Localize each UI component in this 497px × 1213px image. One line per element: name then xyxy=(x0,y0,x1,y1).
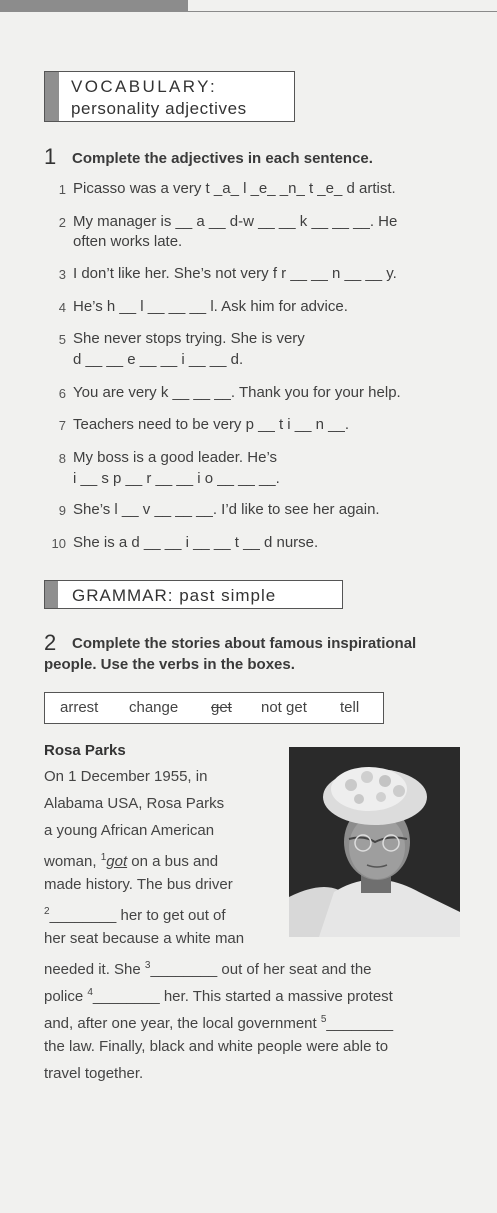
item-text: She is a d __ __ i __ __ t __ d nurse. xyxy=(73,534,319,551)
story-title: Rosa Parks xyxy=(44,742,126,759)
gap-number: 4 xyxy=(87,987,93,998)
item-number: 6 xyxy=(58,386,66,401)
item-text: She never stops trying. She is very xyxy=(73,330,305,347)
header-bar xyxy=(0,0,188,12)
item-text: My manager is __ a __ d-w __ __ k __ __ __. He xyxy=(73,213,398,230)
item-number: 2 xyxy=(58,215,66,230)
item-number: 3 xyxy=(58,267,66,282)
item-number: 5 xyxy=(58,332,66,347)
example-answer: got xyxy=(106,853,128,870)
story-text: needed it. She xyxy=(44,961,145,978)
verb-option: not get xyxy=(261,699,307,716)
story-text: her. This started a massive protest xyxy=(159,988,393,1005)
answer-blank[interactable]: ________ xyxy=(49,907,117,924)
story-line: made history. The bus driver xyxy=(44,876,233,893)
item-number: 4 xyxy=(58,300,66,315)
vocabulary-title: VOCABULARY: xyxy=(71,77,218,96)
gap-number: 3 xyxy=(144,960,151,971)
story-line: Alabama USA, Rosa Parks xyxy=(44,795,225,812)
vocabulary-heading-box xyxy=(44,71,295,122)
item-text: Teachers need to be very p __ t i __ n __. xyxy=(73,416,350,433)
grammar-title: GRAMMAR: past simple xyxy=(72,586,277,605)
item-text: He’s h __ l __ __ __ l. Ask him for advice. xyxy=(73,298,348,315)
answer-blank[interactable]: ________ xyxy=(150,961,218,978)
item-number: 10 xyxy=(51,536,66,551)
rosa-parks-photo xyxy=(289,747,460,937)
item-number: 9 xyxy=(58,503,66,518)
story-text: police xyxy=(44,988,88,1005)
exercise-2-instruction-cont: people. Use the verbs in the boxes. xyxy=(44,656,295,673)
story-line xyxy=(44,956,372,980)
story-line: a young African American xyxy=(44,822,215,839)
story-line xyxy=(44,902,226,926)
verb-option-used: get xyxy=(211,699,232,716)
item-text-cont: often works late. xyxy=(73,233,183,250)
story-text: woman, xyxy=(44,853,101,870)
exercise-2-number: 2 xyxy=(44,630,57,655)
story-text: out of her seat and the xyxy=(217,961,372,978)
heading-stripe xyxy=(45,72,59,121)
answer-blank[interactable]: ________ xyxy=(326,1015,394,1032)
verb-box xyxy=(44,692,384,724)
story-line: her seat because a white man xyxy=(44,930,245,947)
item-number: 1 xyxy=(58,182,66,197)
story-text: and, after one year, the local government xyxy=(44,1015,321,1032)
item-text: You are very k __ __ __. Thank you for your help. xyxy=(73,384,401,401)
story-text: on a bus and xyxy=(127,853,219,870)
story-line xyxy=(44,1010,393,1034)
exercise-2-instruction: Complete the stories about famous inspirational xyxy=(72,635,417,652)
heading-stripe xyxy=(45,581,58,608)
item-text: I don’t like her. She’s not very f r __ __ n __ __ y. xyxy=(73,265,397,282)
story-text: her to get out of xyxy=(116,907,226,924)
story-line: travel together. xyxy=(44,1065,144,1082)
item-text: My boss is a good leader. He’s xyxy=(73,449,278,466)
item-text-cont: d __ __ e __ __ i __ __ d. xyxy=(73,351,244,368)
exercise-1-instruction: Complete the adjectives in each sentence. xyxy=(72,150,373,167)
story-line: On 1 December 1955, in xyxy=(44,768,208,785)
story-line: the law. Finally, black and white people were able to xyxy=(44,1038,389,1055)
story-line xyxy=(44,983,393,1007)
gap-number: 2 xyxy=(44,906,50,917)
gap-number: 1 xyxy=(100,852,107,863)
story-line xyxy=(44,848,218,872)
item-text: Picasso was a very t _a_ l _e_ _n_ t _e_ d artist. xyxy=(73,180,396,197)
verb-option: change xyxy=(129,699,179,716)
answer-blank[interactable]: ________ xyxy=(92,988,160,1005)
vocabulary-subtitle: personality adjectives xyxy=(71,99,247,118)
exercise-1-number: 1 xyxy=(44,144,57,169)
item-text-cont: i __ s p __ r __ __ i o __ __ __. xyxy=(73,470,280,487)
verb-option: tell xyxy=(340,699,360,716)
item-number: 8 xyxy=(58,451,66,466)
item-text: She’s l __ v __ __ __. I’d like to see her again. xyxy=(73,501,380,518)
verb-option: arrest xyxy=(60,699,99,716)
grammar-heading-box xyxy=(44,580,343,609)
item-number: 7 xyxy=(58,418,66,433)
gap-number: 5 xyxy=(320,1014,327,1025)
header-rule xyxy=(188,11,497,12)
